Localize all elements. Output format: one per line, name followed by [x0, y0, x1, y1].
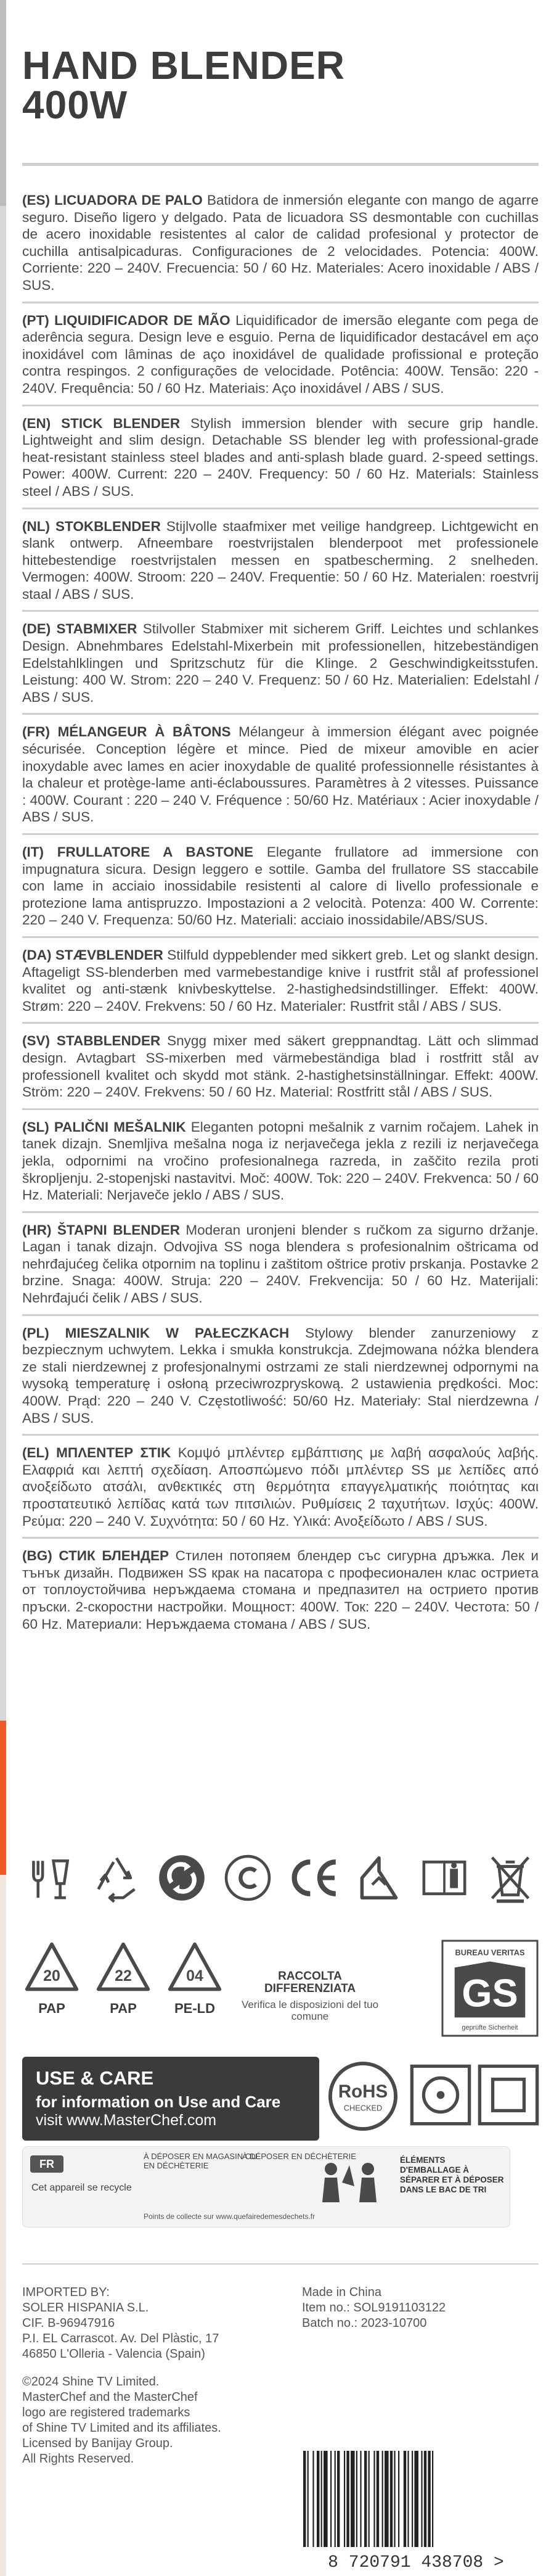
barcode-bar	[424, 2451, 426, 2547]
green-dot-recycle-icon	[153, 1850, 210, 1906]
ean-barcode	[296, 2448, 536, 2572]
trademark-line: Licensed by Banijay Group.	[22, 2437, 173, 2450]
product-name: STÆVBLENDER	[55, 947, 163, 963]
language-section	[22, 835, 539, 938]
rohs-text: RoHS	[338, 2081, 388, 2102]
triman-sorting-info	[22, 2146, 510, 2228]
product-description: Mélangeur à immersion élégant avec poignée sécurisée. Conception légère et mince. Pied de mixeur amovible en acier inoxydable avec lames en acier inoxydable de qualité professionnelle résistantes à la chaleur et protège-lame anti-éclaboussures. Paramètres à 2 vitesses. Puissance : 400W. Courant : 220 – 240 V. Fréquence : 50/60 Hz. Matériaux : Acier inoxydable / ABS / SUS.	[22, 724, 539, 825]
gs-letters: GS	[462, 1972, 518, 2015]
product-name: СТИК БЛЕНДЕР	[59, 1548, 169, 1564]
title-line-2: 400W	[22, 83, 128, 127]
product-name: STICK BLENDER	[61, 415, 181, 431]
origin-line: Made in China	[302, 2286, 381, 2299]
importer-line: CIF. B-96947916	[22, 2316, 115, 2330]
recycling-material: PE-LD	[174, 2001, 215, 2016]
store-dropoff-text: À DÉPOSER EN MAGASIN OU EN DÉCHÈTERIE	[144, 2152, 258, 2170]
barcode-bar	[324, 2451, 328, 2547]
left-edge-orange-accent	[0, 1721, 6, 1875]
language-section	[22, 303, 539, 406]
recycling-code	[165, 1940, 224, 2032]
product-description: Stilfuld dyppeblender med sikkert greb. Let og slankt design. Aftageligt SS-blenderben med varmebestandige knive i rustfrit stål af professionel kvalitet og anti-stænk knivbeskyttelse. 2-hastighedsindstillinger. Effekt: 400W. Strøm: 220 – 240V. Frekvens: 50 / 60 Hz. Materialer: Rustfrit stål / ABS / SUS.	[22, 947, 539, 1014]
trademark-notice	[22, 2374, 256, 2467]
barcode-bar	[344, 2451, 345, 2547]
product-name: STOKBLENDER	[55, 518, 161, 534]
product-name: FRULLATORE A BASTONE	[57, 844, 253, 860]
trademark-line: MasterChef and the MasterChef	[22, 2390, 198, 2404]
language-section	[22, 406, 539, 509]
recycling-codes-row	[22, 1940, 539, 2038]
language-section	[22, 715, 539, 835]
footer-divider	[22, 2263, 539, 2265]
barcode-bar	[414, 2451, 418, 2547]
barcode-bar	[312, 2451, 314, 2547]
barcode-bar	[303, 2451, 306, 2547]
barcode-bar	[412, 2451, 413, 2547]
language-code: (SV)	[22, 1033, 50, 1049]
product-name: LIQUIDIFICADOR DE MÃO	[54, 312, 230, 328]
barcode-bar	[337, 2451, 340, 2547]
recycling-number: 20	[43, 1967, 60, 1985]
product-description: Eleganten potopni mešalnik z varnim ročajem. Lahek in tanek dizajn. Snemljiva mešalna noga iz nerjavečega jekla z rezili iz nerjavečega jekla, odpornimi na vročino profesionalnega razreda, in zaščito rezila proti škropljenju. 2-stopenjski nastavitvi. Moč: 400W. Tok: 220 – 240V. Frekvenca: 50 / 60 Hz. Materiali: Nerjaveče jeklo / ABS / SUS.	[22, 1119, 539, 1203]
language-code: (PT)	[22, 312, 49, 328]
raccolta-title: RACCOLTA DIFFERENZIATA	[264, 1970, 356, 1995]
product-description: Stijlvolle staafmixer met veilige handgreep. Lichtgewicht en slank ontwerp. Afneembare roestvrijstalen blenderpoot met professionele hittebestendige roestvrijstalen messen en spatbescherming. 2 snelheden. Vermogen: 400W. Stroom: 220 – 240V. Frequentie: 50 / 60 Hz. Materialen: roestvrij staal / ABS / SUS.	[22, 518, 539, 602]
food-safe-icon	[22, 1850, 79, 1906]
use-care-title: USE & CARE	[36, 2067, 154, 2089]
product-description: Liquidificador de imersão elegante com pega de aderência segura. Design leve e esguio. Perna de liquidificador destacável em aço inoxidável com lâminas de aço inoxidável de qualidade profissional e proteção contra respingos. 2 configurações de velocidade. Potência: 400W. Tensão: 220 - 240V. Frequência: 50 / 60 Hz. Materiais: Aço inoxidável / ABS / SUS.	[22, 312, 539, 396]
language-section	[22, 1213, 539, 1316]
origin-line: Batch no.: 2023-10700	[302, 2316, 427, 2330]
recycling-center-text: À DÉPOSER EN DÉCHÈTERIE	[242, 2152, 356, 2161]
product-name: ΜΠΛΕΝΤΕΡ ΣΤΙΚ	[56, 1445, 171, 1461]
barcode-bar	[308, 2451, 309, 2547]
barcode-bar	[428, 2451, 430, 2547]
product-name: MIESZALNIK W PAŁECZKACH	[65, 1325, 290, 1341]
use-and-care-banner	[22, 2057, 319, 2141]
indoor-use-icon	[408, 2062, 473, 2128]
language-section	[22, 612, 539, 715]
product-description: Stylowy blender zanurzeniowy z bezpiecznym uchwytem. Lekka i smukła konstrukcja. Zdejmowana nóżka blendera ze stali nierdzewnej z profesjonalnymi ostrzami ze stali nierdzewnej odpornymi na wysoką temperaturę i osłoną przeciwrozpryskową. 2 ustawienia prędkości. Moc: 400W. Prąd: 220 – 240 V. Częstotliwość: 50/60 Hz. Materiały: Stal nierdzewna / ABS / SUS.	[22, 1325, 539, 1426]
barcode-bar	[377, 2451, 379, 2547]
product-description: Elegante frullatore ad immersione con impugnatura sicura. Design leggero e sottile. Gamba del frullatore SS staccabile con lame in acciaio inossidabile resistenti al calore di livello professionale e protezione lama antispruzzo. Impostazioni a 2 velocità. Potenza: 400 W. Corrente: 220 – 240 V. Frequenza: 50/60 Hz. Materiali: acciaio inossidabile/ABS/SUS.	[22, 844, 539, 928]
language-code: (PL)	[22, 1325, 49, 1341]
barcode-bar	[404, 2451, 406, 2547]
trademark-line: All Rights Reserved.	[22, 2452, 134, 2466]
recycling-triangle-icon	[22, 1940, 81, 1996]
collection-points-text: Points de collecte sur www.quefairedemesdechets.fr	[144, 2212, 316, 2221]
language-section	[22, 1110, 539, 1213]
trademark-line: of Shine TV Limited and its affiliates.	[22, 2421, 221, 2435]
recycling-material: PAP	[38, 2001, 65, 2016]
barcode-bar	[335, 2451, 336, 2547]
barcode-bar	[390, 2451, 393, 2547]
barcode-bar	[373, 2451, 375, 2547]
description-column	[22, 0, 539, 1640]
use-care-website: visit www.MasterChef.com	[36, 2112, 217, 2129]
language-sections	[22, 183, 539, 1640]
gs-bottom-text: geprüfte Sicherheit	[462, 2024, 518, 2032]
title-divider	[22, 163, 539, 166]
importer-line: P.I. EL Carrascot. Av. Del Plàstic, 17	[22, 2332, 219, 2345]
barcode-bar	[407, 2451, 409, 2547]
raccolta-differenziata-note	[239, 1970, 381, 2022]
compliance-icons-row	[22, 1844, 539, 1912]
language-code: (DA)	[22, 947, 52, 963]
weee-crossed-bin-icon	[482, 1850, 539, 1906]
title-line-1: HAND BLENDER	[22, 43, 345, 88]
barcode-bar	[351, 2451, 355, 2547]
product-description: Snygg mixer med säkert greppnandtag. Lätt och slimmad design. Avtagbart SS-mixerben med värmebeständiga blad i rostfritt stål av professionell kvalitet och skydd mot stänk. 2-hastighetsinställningar. Effekt: 400W. Ström: 220 – 240V. Frekvens: 50 / 60 Hz. Material: Rostfritt stål / ABS / SUS.	[22, 1033, 539, 1100]
copyright-icon	[219, 1850, 276, 1906]
product-name: STABBLENDER	[56, 1033, 161, 1049]
raccolta-note: Verifica le disposizioni del tuo comune	[241, 1999, 379, 2022]
recycling-triangle-icon	[165, 1940, 224, 1996]
product-name: ŠTAPNI BLENDER	[57, 1222, 180, 1238]
barcode-bar	[421, 2451, 422, 2547]
language-code: (EN)	[22, 415, 51, 431]
barcode-bar	[346, 2451, 349, 2547]
language-section	[22, 938, 539, 1024]
product-description: Stilvoller Stabmixer mit sicherem Griff. Leichtes und schlankes Design. Abnehmbares Edelstahl-Mixerbein mit professionellen, hitzebeständigen Edelstahlklingen und Spritzschutz für die Klinge. 2 Geschwindigkeitsstufen. Leistung: 400 W. Strom: 220 – 240 V. Frequenz: 50 / 60 Hz. Materialien: Edelstahl / ABS / SUS.	[22, 621, 539, 705]
trademark-line: ©2024 Shine TV Limited.	[22, 2375, 160, 2389]
language-section	[22, 509, 539, 612]
barcode-bar	[432, 2451, 433, 2547]
language-code: (NL)	[22, 518, 50, 534]
product-name: PALIČNI MEŠALNIK	[54, 1119, 186, 1135]
barcode-number: 8 720791 438708 >	[328, 2553, 504, 2572]
product-description: Стилен потопяем блендер със сигурна дръжка. Лек и тънък дизайн. Подвижен SS крак на пасатора с професионален клас остриета от топлоустойчива неръждаема стомана и предпазител на острието против пръски. 2-скоростни настройки. Мощност: 400W. Ток: 220 – 240V. Честота: 50 / 60 Hz. Материали: Неръждаема стомана / ABS / SUS.	[22, 1548, 539, 1632]
barcode-bar	[398, 2451, 399, 2547]
barcode-bar	[369, 2451, 370, 2547]
recycle-appliance-text: Cet appareil se recycle	[31, 2183, 132, 2193]
language-code: (BG)	[22, 1548, 52, 1564]
recycle-triangle-icon	[88, 1850, 145, 1906]
recycling-number: 04	[186, 1967, 203, 1985]
product-name: STABMIXER	[56, 621, 137, 637]
page-title	[22, 43, 539, 127]
barcode-bar	[394, 2451, 395, 2547]
recycling-triangle-icon	[94, 1940, 153, 1996]
double-insulation-icon	[476, 2062, 541, 2128]
language-code: (FR)	[22, 724, 50, 740]
language-section	[22, 183, 539, 303]
gs-top-text: BUREAU VERITAS	[455, 1948, 525, 1957]
importer-info	[22, 2285, 256, 2362]
language-code: (HR)	[22, 1222, 52, 1238]
trademark-line: logo are registered trademarks	[22, 2406, 190, 2419]
origin-line: Item no.: SOL9191103122	[302, 2301, 446, 2315]
language-section	[22, 1024, 539, 1109]
ce-mark-icon	[285, 1850, 341, 1906]
rohs-checked-badge	[327, 2060, 399, 2133]
language-code: (DE)	[22, 621, 51, 637]
product-description: Moderan uronjeni blender s ručkom za sigurno držanje. Lagan i tanak dizajn. Odvojiva SS noga blendera s profesionalnim oštricama od nehrđajućeg čelika otpornim na toplinu i zaštitom oštrice protiv prskanja. Postavke 2 brzine. Snaga: 400W. Struja: 220 – 240V. Frekvencija: 50 / 60 Hz. Materijali: Nehrđajući čelik / ABS / SUS.	[22, 1222, 539, 1306]
barcode-bar	[385, 2451, 389, 2547]
language-code: (EL)	[22, 1445, 49, 1461]
recycling-material: PAP	[110, 2001, 137, 2016]
use-care-subtitle: for information on Use and Care	[36, 2092, 281, 2111]
language-section	[22, 1539, 539, 1640]
left-edge-strip	[0, 0, 6, 2576]
fr-country-tag: FR	[30, 2155, 63, 2173]
recycling-number: 22	[115, 1967, 132, 1985]
barcode-bar	[330, 2451, 332, 2547]
importer-line: 46850 L'Olleria - Valencia (Spain)	[22, 2347, 205, 2361]
barcode-bar	[382, 2451, 383, 2547]
barcode-bar	[364, 2451, 367, 2547]
product-name: MÉLANGEUR À BÂTONS	[57, 724, 231, 740]
gs-certification-mark	[441, 1940, 539, 2037]
barcode-bar	[360, 2451, 361, 2547]
importer-line: IMPORTED BY:	[22, 2286, 110, 2299]
barcode-bar	[321, 2451, 322, 2547]
language-code: (IT)	[22, 844, 44, 860]
language-code: (ES)	[22, 192, 50, 208]
barcode-bar	[317, 2451, 319, 2547]
packaging-sort-text: ÉLÉMENTS D'EMBALLAGE À SÉPARER ET À DÉPOSER DANS LE BAC DE TRI	[400, 2155, 504, 2194]
language-section	[22, 1316, 539, 1436]
importer-line: SOLER HISPANIA S.L.	[22, 2301, 149, 2315]
product-description: Stylish immersion blender with secure grip handle. Lightweight and slim design. Detachable SS blender leg with professional-grade heat-resistant stainless steel blades and anti-splash blade guard. 2-speed settings. Power: 400W. Current: 220 – 240V. Frequency: 50 / 60 Hz. Materials: Stainless steel / ABS / SUS.	[22, 415, 539, 499]
triman-figures-icon	[306, 2153, 393, 2221]
rohs-checked-text: CHECKED	[343, 2103, 383, 2113]
product-description: Batidora de inmersión elegante con mango de agarre seguro. Diseño ligero y delgado. Pata de licuadora SS desmontable con cuchillas de acero inoxidable resistentes al calor de calidad profesional y protector de cuchilla antisalpicaduras. Configuraciones de 2 velocidades. Potencia: 400W. Corriente: 220 – 240V. Frecuencia: 50 / 60 Hz. Materiales: Acero inoxidable / ABS / SUS.	[22, 192, 539, 293]
barcode-bar	[356, 2451, 357, 2547]
language-section	[22, 1436, 539, 1539]
product-description: Κομψό μπλέντερ εμβάπτισης με λαβή ασφαλούς λαβής. Ελαφριά και λεπτή σχεδίαση. Αποσπώμενο πόδι μπλέντερ SS με λεπίδες από ανοξείδωτο ατσάλι, ανθεκτικές στη θερμότητα επαγγελματικής ποιότητας και προστατευτικό λεπίδας κατά των πιτσιλιών. Ρυθμίσεις 2 ταχυτήτων. Ισχύς: 400W. Ρεύμα: 220 – 240 V. Συχνότητα: 50 / 60 Hz. Υλικά: Ανοξείδωτο / ABS / SUS.	[22, 1445, 539, 1529]
language-code: (SL)	[22, 1119, 49, 1135]
ukca-mark-icon	[351, 1850, 407, 1906]
read-manual-icon	[416, 1850, 473, 1906]
product-name: LICUADORA DE PALO	[54, 192, 203, 208]
recycling-code	[94, 1940, 153, 2032]
recycling-code	[22, 1940, 81, 2032]
origin-and-batch-info	[302, 2285, 524, 2331]
